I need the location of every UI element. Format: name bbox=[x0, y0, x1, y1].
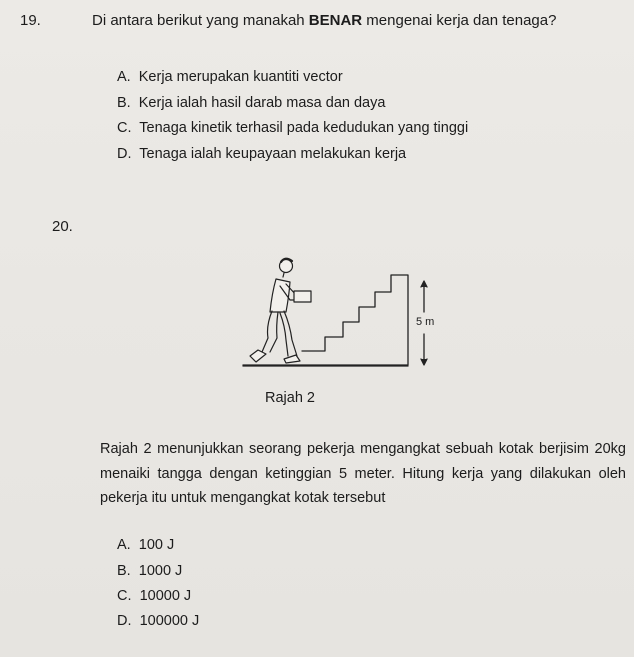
option-text: Tenaga ialah keupayaan melakukan kerja bbox=[139, 146, 407, 162]
option-letter: B. bbox=[117, 95, 131, 111]
height-label: 5 m bbox=[416, 316, 435, 328]
option-letter: A. bbox=[117, 537, 131, 553]
option-text: Kerja ialah hasil darab masa dan daya bbox=[138, 95, 386, 111]
question-19-stem-after: mengenai kerja dan tenaga? bbox=[362, 12, 557, 29]
option-letter: C. bbox=[117, 588, 132, 604]
question-19-stem-before: Di antara berikut yang manakah bbox=[92, 12, 309, 29]
figure-caption: Rajah 2 bbox=[265, 390, 315, 406]
question-20-option-d[interactable] bbox=[117, 613, 199, 629]
option-letter: C. bbox=[117, 120, 132, 136]
question-20-stem-line-2: menaiki tangga dengan ketinggian 5 meter. Hitung kerja yang dilakukan oleh bbox=[100, 466, 626, 482]
height-arrow-upper-head bbox=[421, 281, 427, 287]
option-text: 100 J bbox=[138, 537, 175, 553]
option-letter: B. bbox=[117, 563, 131, 579]
question-19-stem-emphasis: BENAR bbox=[308, 12, 363, 29]
question-20-option-b[interactable] bbox=[117, 563, 182, 579]
worker bbox=[250, 259, 311, 363]
option-text: 1000 J bbox=[138, 563, 183, 579]
option-text: Kerja merupakan kuantiti vector bbox=[138, 69, 343, 85]
height-arrow-lower-head bbox=[421, 359, 427, 365]
option-text: Tenaga kinetik terhasil pada kedudukan yang tinggi bbox=[139, 120, 469, 136]
question-20-stem-line-1: Rajah 2 menunjukkan seorang pekerja mengangkat sebuah kotak berjisim 20kg bbox=[100, 441, 626, 457]
option-letter: A. bbox=[117, 69, 131, 85]
box bbox=[294, 291, 311, 302]
option-letter: D. bbox=[117, 613, 132, 629]
question-20-option-a[interactable] bbox=[117, 537, 174, 553]
question-20-stem-line-3: pekerja itu untuk mengangkat kotak tersebut bbox=[100, 490, 386, 506]
staircase bbox=[243, 275, 408, 365]
option-letter: D. bbox=[117, 146, 132, 162]
option-text: 10000 J bbox=[139, 588, 192, 604]
question-20-number: 20. bbox=[52, 218, 73, 235]
option-text: 100000 J bbox=[139, 613, 200, 629]
question-19-number: 19. bbox=[20, 12, 41, 29]
question-20-option-c[interactable] bbox=[117, 588, 191, 604]
